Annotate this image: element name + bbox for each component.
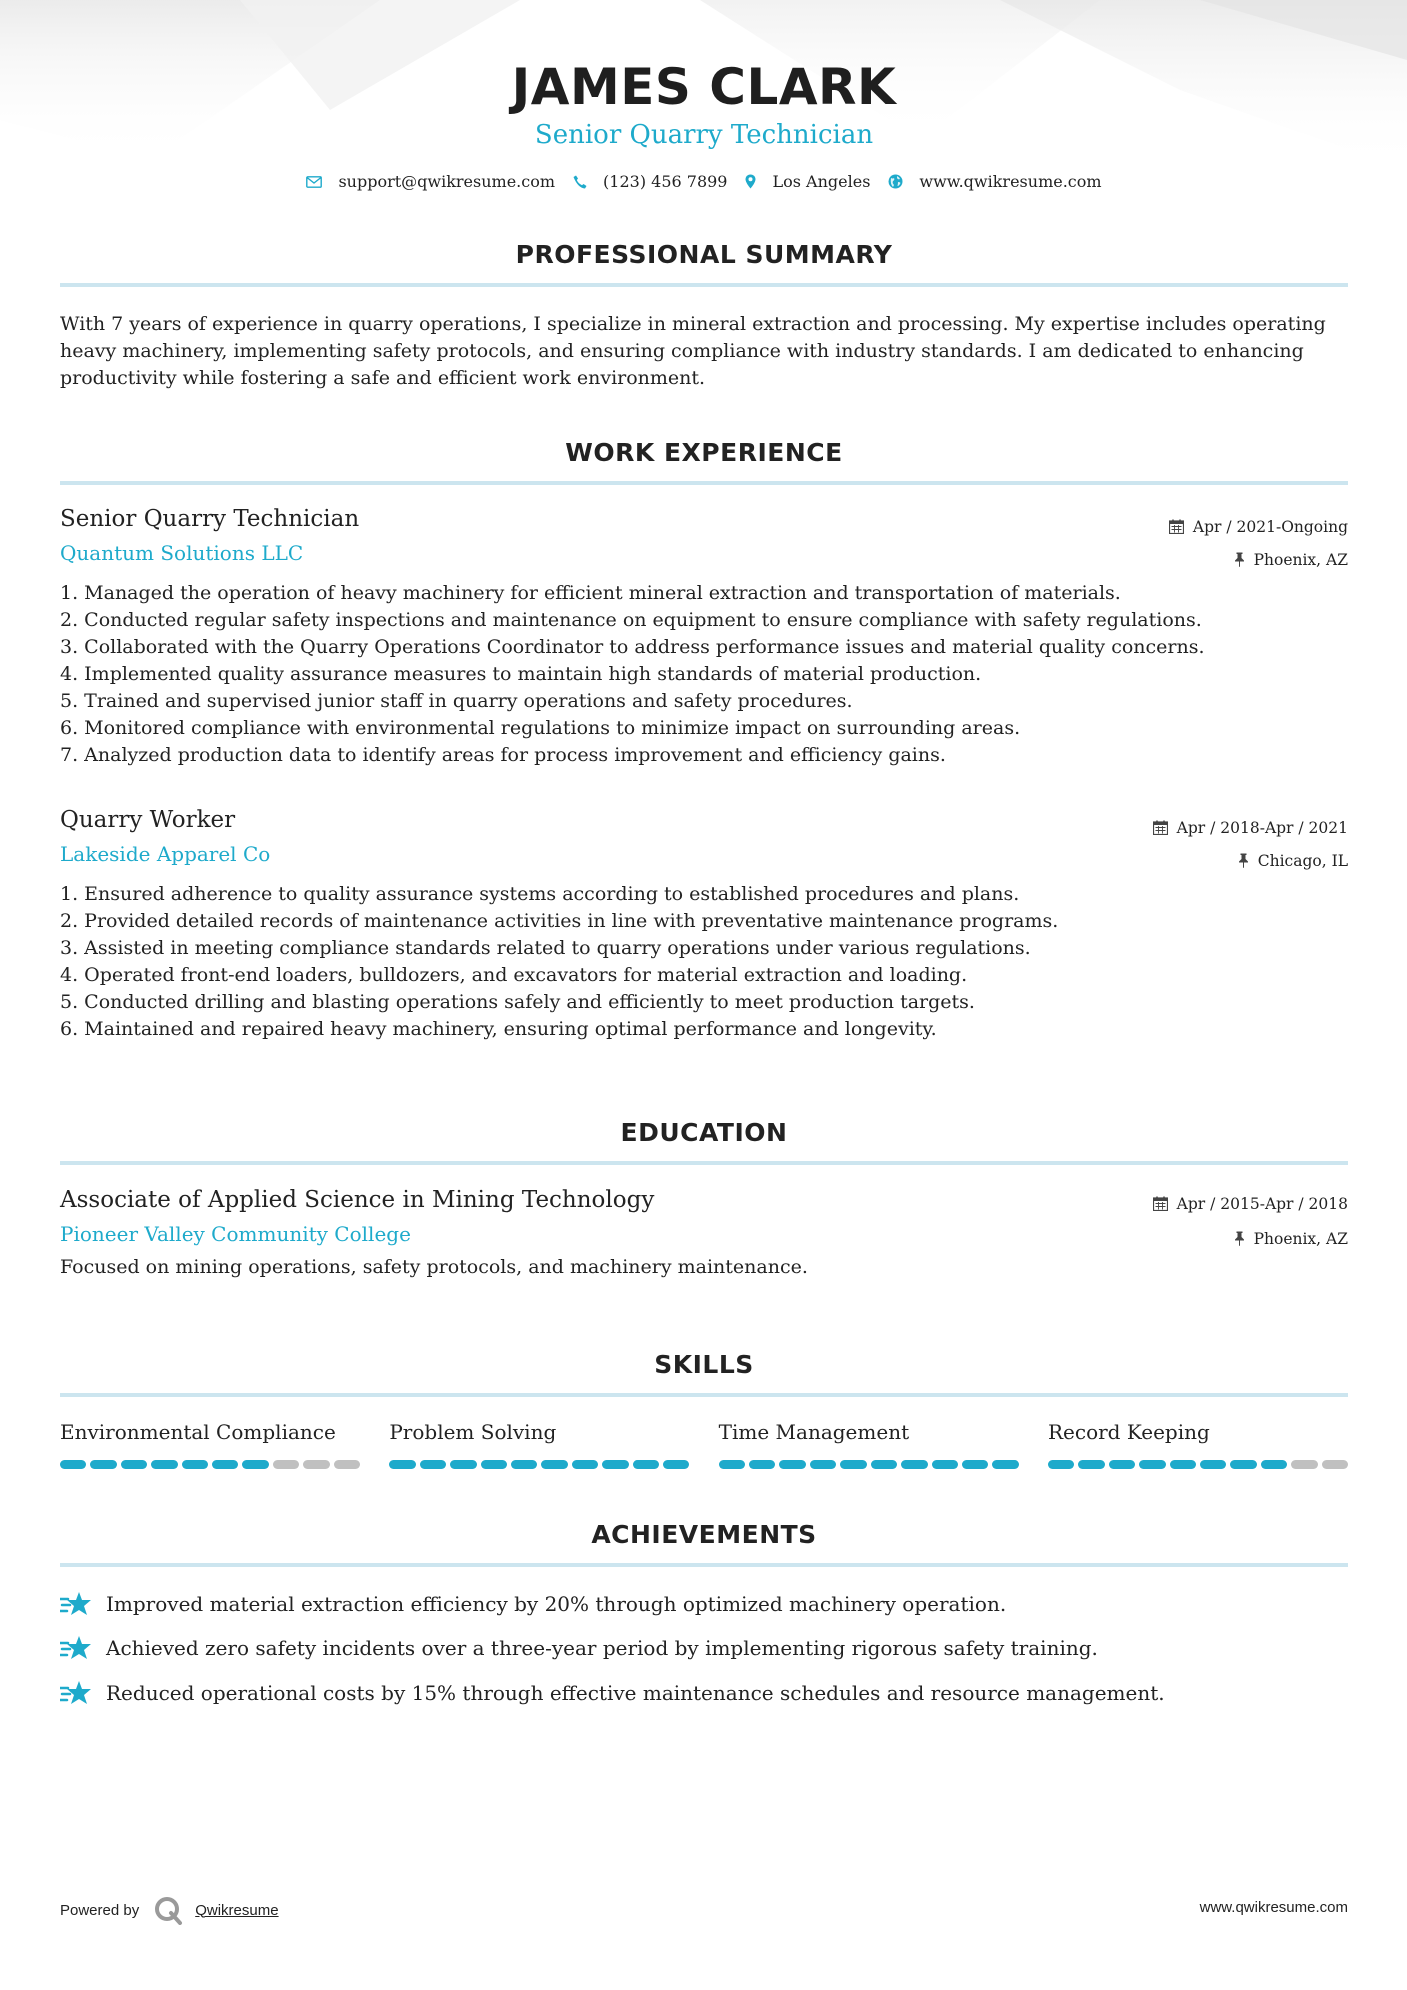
education-heading: EDUCATION <box>620 1118 788 1147</box>
skill-segment-filled <box>60 1460 86 1469</box>
achievements-divider <box>60 1563 1348 1567</box>
skill-segment-filled <box>633 1460 659 1469</box>
experience-divider <box>60 481 1348 485</box>
email-text: support@qwikresume.com <box>338 172 556 191</box>
candidate-name: JAMES CLARK <box>511 58 897 116</box>
list-item: 5. Trained and supervised junior staff in quarry operations and safety procedures. <box>60 690 853 712</box>
job-dates <box>1169 510 1348 543</box>
education-dates <box>1153 1185 1348 1222</box>
skill-segment-empty <box>303 1460 329 1469</box>
shooting-star-icon <box>60 1590 92 1618</box>
list-item: 3. Assisted in meeting compliance standards related to quarry operations under various regulations. <box>60 937 1031 959</box>
skill-segment-filled <box>1230 1460 1256 1469</box>
phone-icon <box>573 175 587 189</box>
achievement-text: Improved material extraction efficiency by 20% through optimized machinery operation. <box>106 1592 1007 1616</box>
skills-divider <box>60 1393 1348 1397</box>
skill-segment-filled <box>481 1460 507 1469</box>
summary-heading: PROFESSIONAL SUMMARY <box>515 240 893 269</box>
skill-level-bar <box>60 1460 360 1469</box>
skill-level-bar <box>389 1460 689 1469</box>
skill-name: Time Management <box>718 1420 910 1444</box>
shooting-star-icon <box>60 1634 92 1662</box>
job-entry <box>60 506 1348 769</box>
powered-by <box>60 1895 279 1925</box>
achievements-heading: ACHIEVEMENTS <box>591 1520 817 1549</box>
education-entry <box>60 1187 1348 1278</box>
skill-segment-filled <box>151 1460 177 1469</box>
list-item: 3. Collaborated with the Quarry Operations Coordinator to address performance issues and material quality concerns. <box>60 636 1205 658</box>
contact-website[interactable] <box>888 172 1101 191</box>
summary-divider <box>60 283 1348 287</box>
pushpin-icon <box>1234 552 1245 567</box>
skill-segment-filled <box>121 1460 147 1469</box>
list-item: 1. Managed the operation of heavy machinery for efficient mineral extraction and transportation of materials. <box>60 582 1121 604</box>
shooting-star-icon <box>60 1679 92 1707</box>
phone-text: (123) 456 7899 <box>603 172 728 191</box>
skill-segment-filled <box>719 1460 745 1469</box>
education-description: Focused on mining operations, safety protocols, and machinery maintenance. <box>60 1256 808 1278</box>
contact-phone[interactable] <box>573 172 727 191</box>
skill-segment-filled <box>90 1460 116 1469</box>
skill-segment-filled <box>901 1460 927 1469</box>
skill-segment-filled <box>779 1460 805 1469</box>
list-item: 4. Operated front-end loaders, bulldozers, and excavators for material extraction and loading. <box>60 964 968 986</box>
skill-name: Problem Solving <box>389 1420 557 1444</box>
skill-segment-filled <box>389 1460 415 1469</box>
job-location <box>1153 844 1348 877</box>
job-title: Senior Quarry Technician <box>60 506 360 532</box>
skill-segment-filled <box>962 1460 988 1469</box>
list-item: 7. Analyzed production data to identify areas for process improvement and efficiency gains. <box>60 744 946 766</box>
calendar-icon <box>1153 820 1168 835</box>
skill-segment-empty <box>1291 1460 1317 1469</box>
pushpin-icon <box>1234 1231 1245 1246</box>
contact-email[interactable] <box>306 172 555 191</box>
skill-segment-filled <box>810 1460 836 1469</box>
school-name: Pioneer Valley Community College <box>60 1222 411 1246</box>
skill-segment-filled <box>182 1460 208 1469</box>
achievement-text: Reduced operational costs by 15% through effective maintenance schedules and resource management. <box>106 1681 1165 1705</box>
skill-segment-filled <box>541 1460 567 1469</box>
job-title: Quarry Worker <box>60 807 236 833</box>
envelope-icon <box>306 176 322 188</box>
job-meta <box>1169 510 1348 576</box>
skill-segment-filled <box>511 1460 537 1469</box>
candidate-title: Senior Quarry Technician <box>534 120 874 150</box>
skills-heading: SKILLS <box>654 1350 754 1379</box>
skill-segment-filled <box>871 1460 897 1469</box>
degree-title: Associate of Applied Science in Mining Technology <box>60 1187 655 1213</box>
experience-heading: WORK EXPERIENCE <box>565 438 843 467</box>
skill-segment-filled <box>420 1460 446 1469</box>
list-item: 2. Conducted regular safety inspections and maintenance on equipment to ensure compliance with safety regulations. <box>60 609 1202 631</box>
skill-segment-filled <box>749 1460 775 1469</box>
skill-segment-empty <box>273 1460 299 1469</box>
skill-segment-filled <box>840 1460 866 1469</box>
education-meta <box>1153 1185 1348 1255</box>
skill-segment-filled <box>450 1460 476 1469</box>
education-location-text: Phoenix, AZ <box>1253 1229 1348 1248</box>
globe-icon <box>888 174 903 189</box>
skill-item <box>389 1420 689 1469</box>
list-item: 4. Implemented quality assurance measures to maintain high standards of material production. <box>60 663 982 685</box>
list-item: 2. Provided detailed records of maintenance activities in line with preventative maintenance programs. <box>60 910 1059 932</box>
skill-item <box>60 1420 360 1469</box>
list-item: 1. Ensured adherence to quality assurance systems according to established procedures and plans. <box>60 883 1020 905</box>
skill-segment-filled <box>1200 1460 1226 1469</box>
skill-item <box>1048 1420 1348 1469</box>
education-location <box>1153 1222 1348 1255</box>
list-item: 5. Conducted drilling and blasting operations safely and efficiently to meet production targets. <box>60 991 975 1013</box>
job-location-text: Chicago, IL <box>1257 851 1348 870</box>
qwikresume-logo-icon <box>153 1895 183 1925</box>
skill-segment-filled <box>1261 1460 1287 1469</box>
education-dates-text: Apr / 2015-Apr / 2018 <box>1176 1194 1348 1213</box>
website-text: www.qwikresume.com <box>919 172 1102 191</box>
map-pin-icon <box>745 174 756 189</box>
education-divider <box>60 1161 1348 1165</box>
achievement-item <box>60 1634 1348 1662</box>
job-entry <box>60 807 1348 1043</box>
job-bullets <box>60 580 1348 769</box>
skill-item <box>719 1420 1019 1469</box>
skill-segment-filled <box>242 1460 268 1469</box>
skill-segment-filled <box>992 1460 1018 1469</box>
skill-segment-filled <box>1139 1460 1165 1469</box>
skill-segment-empty <box>334 1460 360 1469</box>
skills-list <box>60 1420 1348 1469</box>
job-company: Quantum Solutions LLC <box>60 541 304 565</box>
skill-segment-filled <box>1109 1460 1135 1469</box>
qwikresume-link[interactable]: Qwikresume <box>195 1901 279 1919</box>
summary-text: With 7 years of experience in quarry operations, I specialize in mineral extraction and processing. My expertise includes operating heavy machinery, implementing safety protocols, and ensuring compliance with industry standards. I am dedicated to enhancing productivity while fostering a safe and efficient work environment. <box>60 313 1326 389</box>
skill-segment-filled <box>1170 1460 1196 1469</box>
skill-level-bar <box>719 1460 1019 1469</box>
job-company: Lakeside Apparel Co <box>60 842 271 866</box>
job-location-text: Phoenix, AZ <box>1253 550 1348 569</box>
skill-segment-filled <box>663 1460 689 1469</box>
job-bullets <box>60 881 1348 1043</box>
calendar-icon <box>1153 1196 1168 1211</box>
job-dates-text: Apr / 2021-Ongoing <box>1192 517 1348 536</box>
powered-by-label: Powered by <box>60 1901 140 1919</box>
achievement-item <box>60 1679 1348 1707</box>
pushpin-icon <box>1238 853 1249 868</box>
job-location <box>1169 543 1348 576</box>
list-item: 6. Monitored compliance with environmental regulations to minimize impact on surrounding areas. <box>60 717 1021 739</box>
skill-segment-filled <box>212 1460 238 1469</box>
skill-segment-filled <box>602 1460 628 1469</box>
location-text: Los Angeles <box>772 172 871 191</box>
skill-name: Environmental Compliance <box>60 1420 336 1444</box>
achievement-item <box>60 1590 1348 1618</box>
job-meta <box>1153 811 1348 877</box>
skill-segment-filled <box>1048 1460 1074 1469</box>
skill-segment-empty <box>1322 1460 1348 1469</box>
job-dates <box>1153 811 1348 844</box>
contact-bar <box>60 172 1348 191</box>
skill-level-bar <box>1048 1460 1348 1469</box>
contact-location <box>745 172 870 191</box>
list-item: 6. Maintained and repaired heavy machinery, ensuring optimal performance and longevity. <box>60 1018 937 1040</box>
calendar-icon <box>1169 519 1184 534</box>
skill-segment-filled <box>1078 1460 1104 1469</box>
skill-segment-filled <box>572 1460 598 1469</box>
achievement-text: Achieved zero safety incidents over a three-year period by implementing rigorous safety training. <box>106 1636 1098 1660</box>
footer-website[interactable]: www.qwikresume.com <box>1199 1899 1348 1916</box>
skill-segment-filled <box>932 1460 958 1469</box>
skill-name: Record Keeping <box>1047 1420 1210 1444</box>
job-dates-text: Apr / 2018-Apr / 2021 <box>1176 818 1348 837</box>
